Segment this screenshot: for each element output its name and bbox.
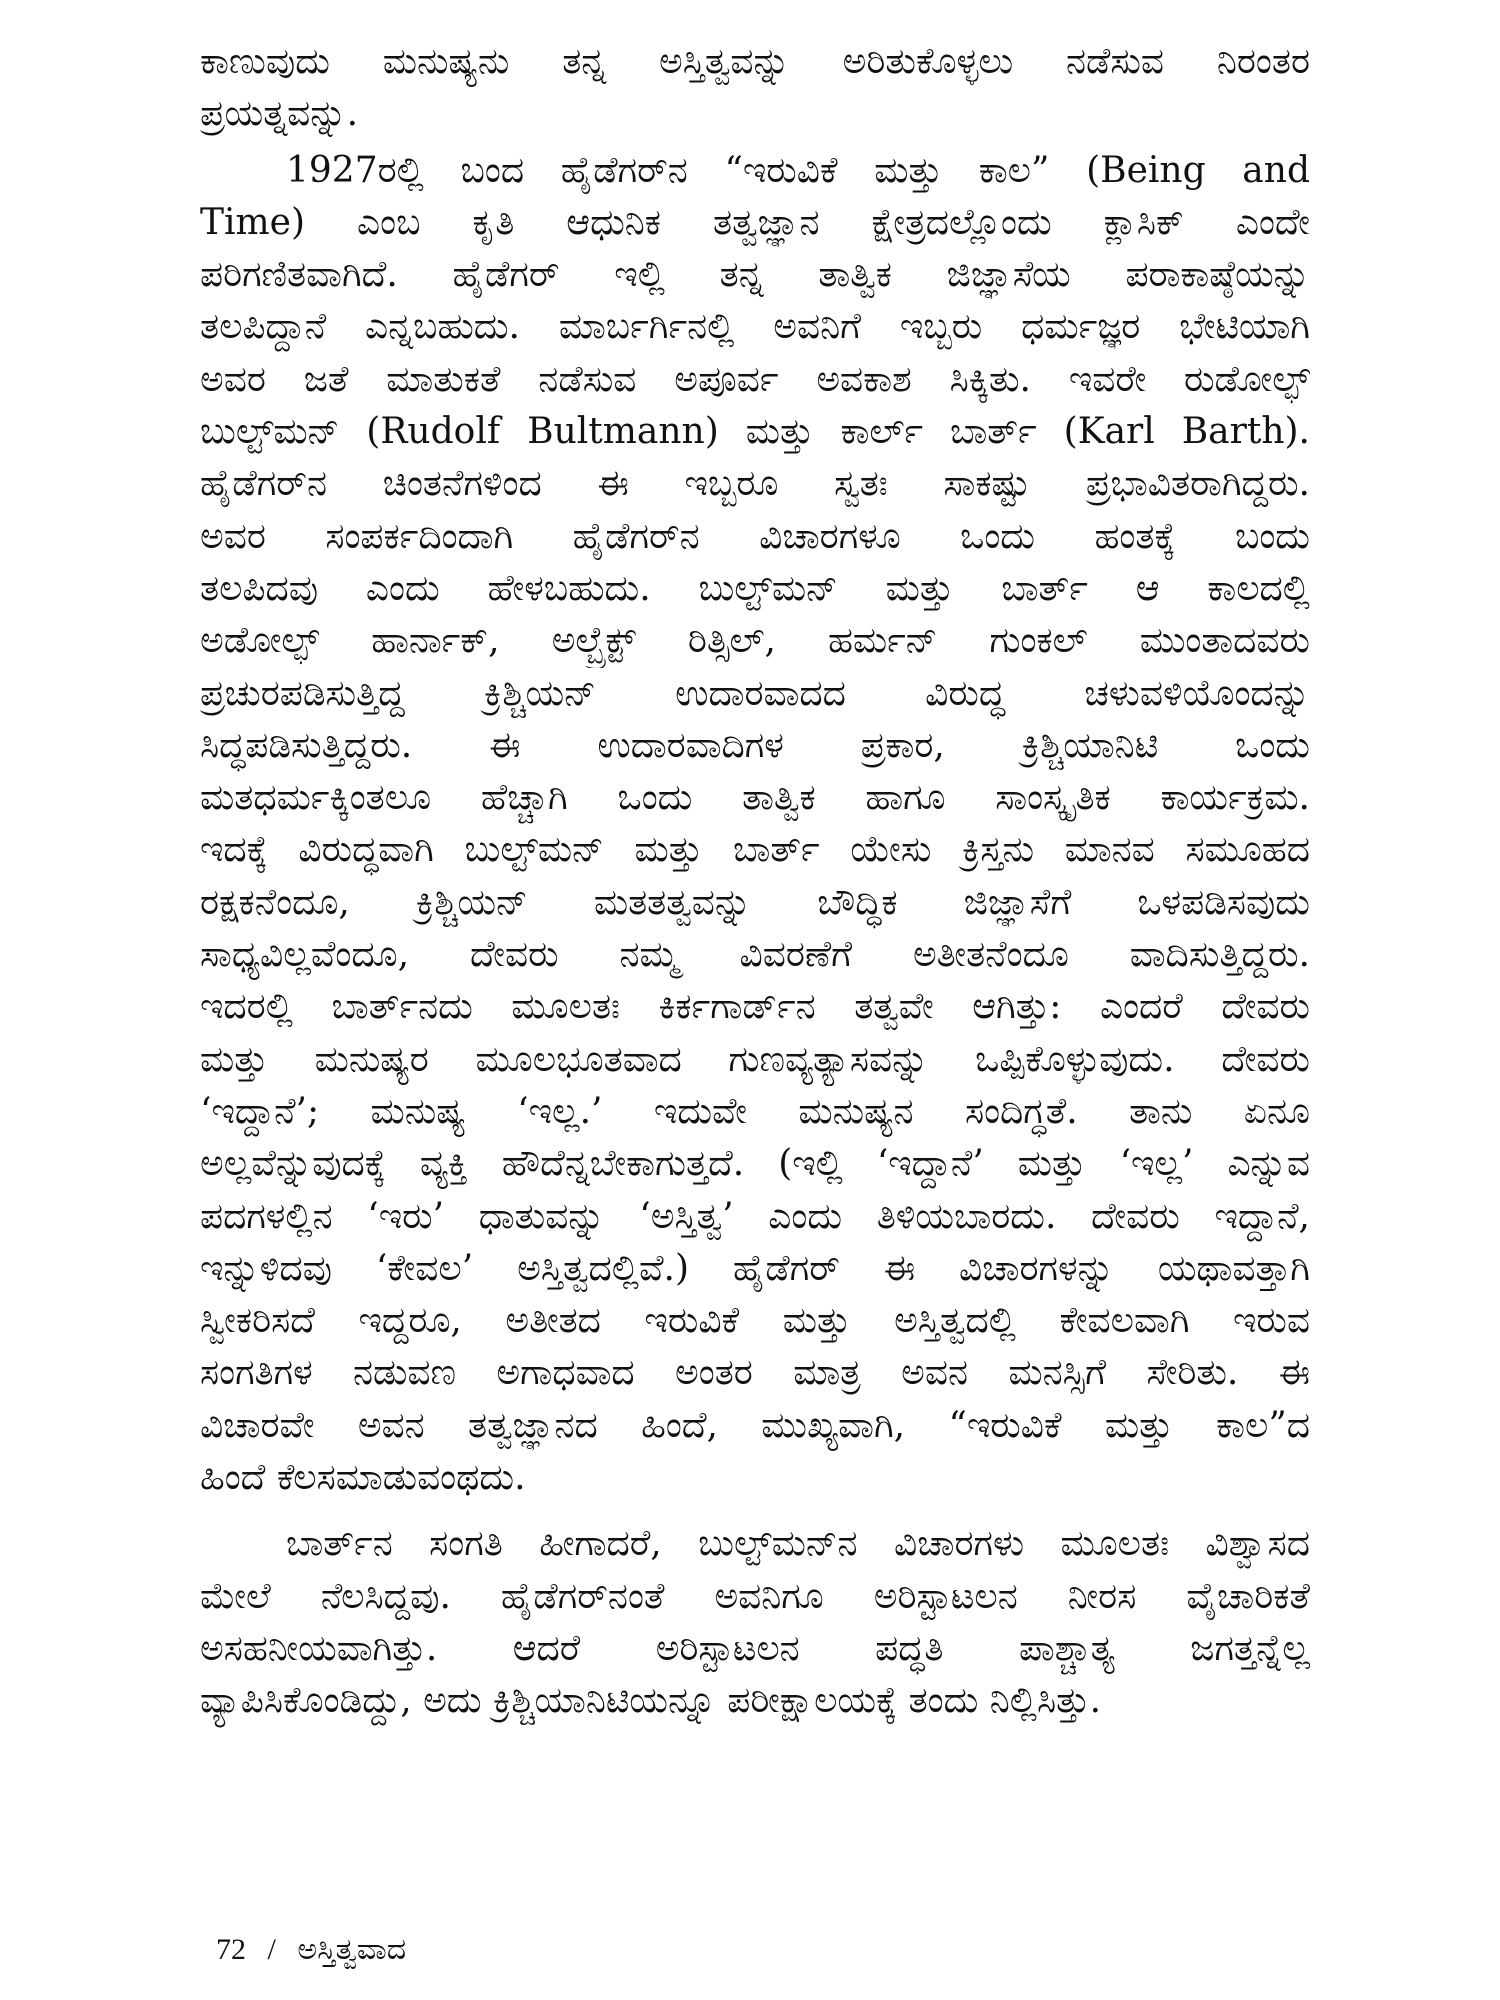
paragraph-line: ಪರಿಗಣಿತವಾಗಿದೆ. ಹೈಡೆಗರ್ ಇಲ್ಲಿ ತನ್ನ ತಾತ್ವಿಕ ಜಿಜ್ಞಾಸೆಯ ಪರಾಕಾಷ್ಠೆಯನ್ನು (200, 254, 1310, 296)
paragraph-1 (200, 36, 1310, 141)
paragraph-line: ಅವರ ಜತೆ ಮಾತುಕತೆ ನಡೆಸುವ ಅಪೂರ್ವ ಅವಕಾಶ ಸಿಕ್ಕಿತು. ಇವರೇ ರುಡೋಲ್ಫ್ (200, 358, 1310, 400)
paragraph-line: ಹೈಡೆಗರ್‌ನ ಚಿಂತನೆಗಳಿಂದ ಈ ಇಬ್ಬರೂ ಸ್ವತಃ ಸಾಕಷ್ಟು ಪ್ರಭಾವಿತರಾಗಿದ್ದರು. (200, 463, 1310, 505)
paragraph-line: Time) ಎಂಬ ಕೃತಿ ಆಧುನಿಕ ತತ್ವಜ್ಞಾನ ಕ್ಷೇತ್ರದಲ್ಲೊಂದು ಕ್ಲಾಸಿಕ್ ಎಂದೇ (200, 201, 1310, 243)
paragraph-line: ತಲಪಿದವು ಎಂದು ಹೇಳಬಹುದು. ಬುಲ್ಟ್‌ಮನ್ ಮತ್ತು ಬಾರ್ತ್ ಆ ಕಾಲದಲ್ಲಿ (200, 567, 1310, 609)
paragraph-line: ವ್ಯಾಪಿಸಿಕೊಂಡಿದ್ದು, ಅದು ಕ್ರಿಶ್ಚಿಯಾನಿಟಿಯನ್ನೂ ಪರೀಕ್ಷಾಲಯಕ್ಕೆ ತಂದು ನಿಲ್ಲಿಸಿತ್ತು. (200, 1680, 1102, 1722)
paragraph-line: ‘ಇದ್ದಾನೆ’; ಮನುಷ್ಯ ‘ಇಲ್ಲ.’ ಇದುವೇ ಮನುಷ್ಯನ ಸಂದಿಗ್ಧತೆ. ತಾನು ಏನೂ (200, 1090, 1310, 1132)
paragraph-line: ಮೇಲೆ ನೆಲಸಿದ್ದವು. ಹೈಡೆಗರ್‌ನಂತೆ ಅವನಿಗೂ ಅರಿಸ್ಟಾಟಲನ ನೀರಸ ವೈಚಾರಿಕತೆ (200, 1575, 1310, 1617)
paragraph-line: ಕಾಣುವುದು ಮನುಷ್ಯನು ತನ್ನ ಅಸ್ತಿತ್ವವನ್ನು ಅರಿತುಕೊಳ್ಳಲು ನಡೆಸುವ ನಿರಂತರ (200, 41, 1310, 82)
paragraph-line: ಸಾಧ್ಯವಿಲ್ಲವೆಂದೂ, ದೇವರು ನಮ್ಮ ವಿವರಣೆಗೆ ಅತೀತನೆಂದೂ ವಾದಿಸುತ್ತಿದ್ದರು. (200, 934, 1310, 976)
page-body (200, 36, 1310, 1728)
paragraph-line: ರಕ್ಷಕನೆಂದೂ, ಕ್ರಿಶ್ಚಿಯನ್ ಮತತತ್ವವನ್ನು ಬೌದ್ಧಿಕ ಜಿಜ್ಞಾಸೆಗೆ ಒಳಪಡಿಸವುದು (200, 881, 1310, 923)
footer-separator: / (267, 1933, 276, 1966)
paragraph-line: ಇದಕ್ಕೆ ವಿರುದ್ಧವಾಗಿ ಬುಲ್ಟ್‌ಮನ್ ಮತ್ತು ಬಾರ್ತ್ ಯೇಸು ಕ್ರಿಸ್ತನು ಮಾನವ ಸಮೂಹದ (200, 829, 1310, 871)
paragraph-line: ಇನ್ನುಳಿದವು ‘ಕೇವಲ’ ಅಸ್ತಿತ್ವದಲ್ಲಿವೆ.) ಹೈಡೆಗರ್ ಈ ವಿಚಾರಗಳನ್ನು ಯಥಾವತ್ತಾಗಿ (200, 1247, 1310, 1289)
paragraph-line: ಬುಲ್ಟ್‌ಮನ್ (Rudolf Bultmann) ಮತ್ತು ಕಾರ್ಲ್ ಬಾರ್ತ್ (Karl Barth). (200, 411, 1310, 453)
paragraph-line: ಮತ್ತು ಮನುಷ್ಯರ ಮೂಲಭೂತವಾದ ಗುಣವ್ಯತ್ಯಾಸವನ್ನು ಒಪ್ಪಿಕೊಳ್ಳುವುದು. ದೇವರು (200, 1038, 1310, 1080)
paragraph-line: ಅಡೋಲ್ಫ್ ಹಾರ್ನಾಕ್, ಅಲ್ಬ್ರೆಕ್ಟ್ ರಿತ್ಸಿಲ್, ಹರ್ಮನ್ ಗುಂಕಲ್ ಮುಂತಾದವರು (200, 620, 1310, 662)
paragraph-line: ಹಿಂದೆ ಕೆಲಸಮಾಡುವಂಥದು. (200, 1457, 526, 1499)
paragraph-line: 1927ರಲ್ಲಿ ಬಂದ ಹೈಡೆಗರ್‌ನ “ಇರುವಿಕೆ ಮತ್ತು ಕಾಲ” (Being and (286, 149, 1310, 191)
paragraph-line: ಪದಗಳಲ್ಲಿನ ‘ಇರು’ ಧಾತುವನ್ನು ‘ಅಸ್ತಿತ್ವ’ ಎಂದು ತಿಳಿಯಬಾರದು. ದೇವರು ಇದ್ದಾನೆ, (200, 1195, 1310, 1237)
paragraph-line: ಪ್ರಚುರಪಡಿಸುತ್ತಿದ್ದ ಕ್ರಿಶ್ಚಿಯನ್ ಉದಾರವಾದದ ವಿರುದ್ಧ ಚಳುವಳಿಯೊಂದನ್ನು (200, 672, 1310, 714)
paragraph-line: ವಿಚಾರವೇ ಅವನ ತತ್ವಜ್ಞಾನದ ಹಿಂದೆ, ಮುಖ್ಯವಾಗಿ, “ಇರುವಿಕೆ ಮತ್ತು ಕಾಲ”ದ (200, 1404, 1310, 1446)
paragraph-line: ಸ್ವೀಕರಿಸದೆ ಇದ್ದರೂ, ಅತೀತದ ಇರುವಿಕೆ ಮತ್ತು ಅಸ್ತಿತ್ವದಲ್ಲಿ ಕೇವಲವಾಗಿ ಇರುವ (200, 1300, 1310, 1342)
paragraph-line: ಅಸಹನೀಯವಾಗಿತ್ತು. ಆದರೆ ಅರಿಸ್ಟಾಟಲನ ಪದ್ಧತಿ ಪಾಶ್ಚಾತ್ಯ ಜಗತ್ತನ್ನೆಲ್ಲ (200, 1627, 1310, 1669)
paragraph-line: ಸಂಗತಿಗಳ ನಡುವಣ ಅಗಾಧವಾದ ಅಂತರ ಮಾತ್ರ ಅವನ ಮನಸ್ಸಿಗೆ ಸೇರಿತು. ಈ (200, 1352, 1310, 1394)
paragraph-line: ಮತಧರ್ಮಕ್ಕಿಂತಲೂ ಹೆಚ್ಚಾಗಿ ಒಂದು ತಾತ್ವಿಕ ಹಾಗೂ ಸಾಂಸ್ಕೃತಿಕ ಕಾರ್ಯಕ್ರಮ. (200, 777, 1310, 819)
paragraph-2 (200, 145, 1310, 1505)
paragraph-line: ಸಿದ್ಧಪಡಿಸುತ್ತಿದ್ದರು. ಈ ಉದಾರವಾದಿಗಳ ಪ್ರಕಾರ, ಕ್ರಿಶ್ಚಿಯಾನಿಟಿ ಒಂದು (200, 724, 1310, 766)
paragraph-line: ಪ್ರಯತ್ನವನ್ನು. (200, 93, 359, 135)
book-title: ಅಸ್ತಿತ್ವವಾದ (297, 1933, 407, 1966)
paragraph-line: ಅಲ್ಲವೆನ್ನುವುದಕ್ಕೆ ವ್ಯಕ್ತಿ ಹೌದೆನ್ನಬೇಕಾಗುತ್ತದೆ. (ಇಲ್ಲಿ ‘ಇದ್ದಾನೆ’ ಮತ್ತು ‘ಇಲ್ಲ’ ಎನ್ನುವ (200, 1143, 1310, 1185)
paragraph-line: ತಲಪಿದ್ದಾನೆ ಎನ್ನಬಹುದು. ಮಾರ್ಬರ್ಗಿನಲ್ಲಿ ಅವನಿಗೆ ಇಬ್ಬರು ಧರ್ಮಜ್ಞರ ಭೇಟಿಯಾಗಿ (200, 306, 1310, 348)
paragraph-line: ಇದರಲ್ಲಿ ಬಾರ್ತ್‌ನದು ಮೂಲತಃ ಕಿರ್ಕಗಾರ್ಡ್‌ನ ತತ್ವವೇ ಆಗಿತ್ತು: ಎಂದರೆ ದೇವರು (200, 986, 1310, 1028)
page-footer (216, 1930, 406, 1970)
page-number: 72 (216, 1933, 246, 1966)
paragraph-line: ಅವರ ಸಂಪರ್ಕದಿಂದಾಗಿ ಹೈಡೆಗರ್‌ನ ವಿಚಾರಗಳೂ ಒಂದು ಹಂತಕ್ಕೆ ಬಂದು (200, 515, 1310, 557)
paragraph-3 (200, 1518, 1310, 1727)
paragraph-line: ಬಾರ್ತ್‌ನ ಸಂಗತಿ ಹೀಗಾದರೆ, ಬುಲ್ಟ್‌ಮನ್‌ನ ವಿಚಾರಗಳು ಮೂಲತಃ ವಿಶ್ವಾಸದ (286, 1523, 1310, 1565)
